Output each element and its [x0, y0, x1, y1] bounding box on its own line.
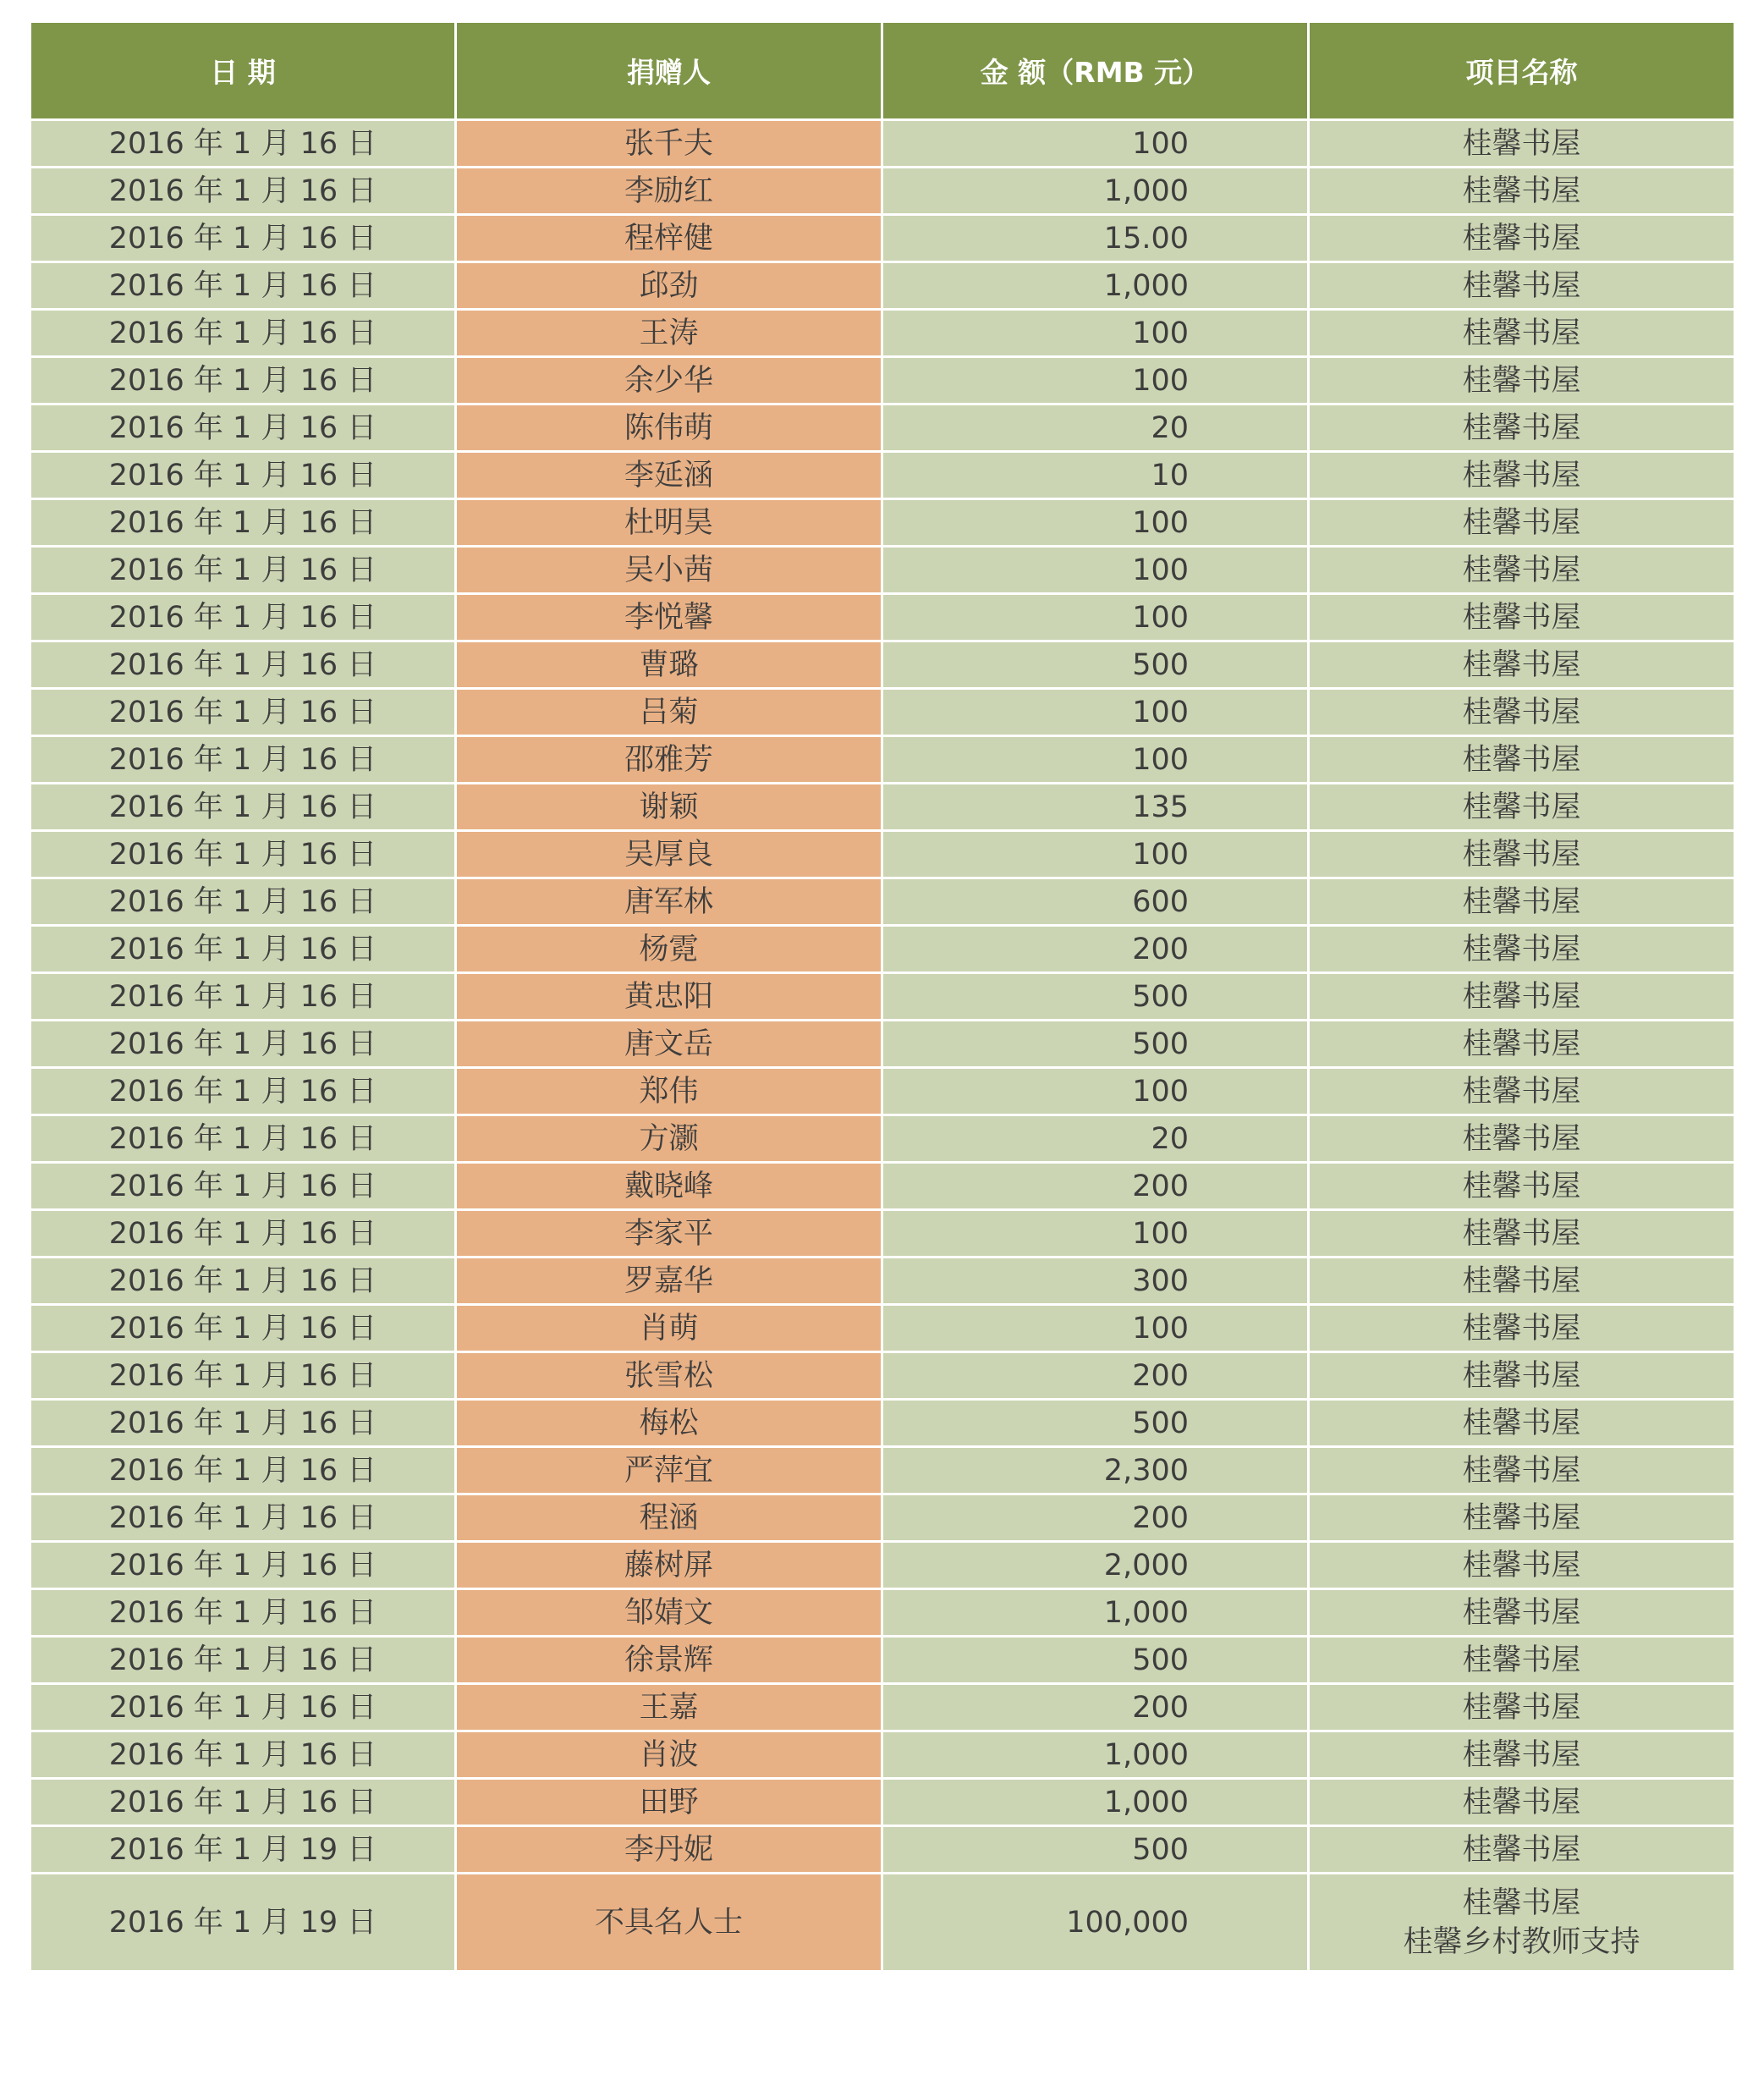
donor-cell: 李延涵: [456, 452, 882, 499]
header-donor: 捐赠人: [456, 22, 882, 120]
date-cell: 2016 年 1 月 19 日: [30, 1874, 456, 1972]
project-cell: 桂馨书屋: [1309, 262, 1735, 310]
amount-cell: 1,000: [882, 262, 1309, 310]
date-cell: 2016 年 1 月 16 日: [30, 1258, 456, 1305]
amount-cell: 200: [882, 1494, 1309, 1542]
table-body: [30, 120, 1735, 1972]
amount-cell: 200: [882, 926, 1309, 973]
date-cell: 2016 年 1 月 19 日: [30, 1826, 456, 1874]
project-cell: 桂馨书屋: [1309, 1589, 1735, 1637]
project-cell: 桂馨书屋: [1309, 1163, 1735, 1210]
date-cell: 2016 年 1 月 16 日: [30, 1779, 456, 1826]
table-row: [30, 1258, 1735, 1305]
date-cell: 2016 年 1 月 16 日: [30, 1210, 456, 1258]
donor-cell: 李悦馨: [456, 594, 882, 641]
donor-cell: 谢颖: [456, 784, 882, 831]
amount-cell: 100: [882, 357, 1309, 405]
amount-cell: 500: [882, 641, 1309, 689]
project-cell: 桂馨书屋: [1309, 784, 1735, 831]
amount-cell: 100: [882, 736, 1309, 784]
date-cell: 2016 年 1 月 16 日: [30, 784, 456, 831]
date-cell: 2016 年 1 月 16 日: [30, 1163, 456, 1210]
date-cell: 2016 年 1 月 16 日: [30, 1352, 456, 1400]
table-row: [30, 1352, 1735, 1400]
date-cell: 2016 年 1 月 16 日: [30, 499, 456, 547]
project-cell: 桂馨书屋: [1309, 405, 1735, 452]
amount-cell: 300: [882, 1258, 1309, 1305]
header-amount: 金 额（RMB 元）: [882, 22, 1309, 120]
project-line-1: 桂馨书屋: [1462, 1885, 1581, 1920]
amount-cell: 200: [882, 1684, 1309, 1731]
amount-cell: 1,000: [882, 1779, 1309, 1826]
table-row: [30, 310, 1735, 357]
table-row: [30, 689, 1735, 736]
date-cell: 2016 年 1 月 16 日: [30, 736, 456, 784]
table-row: [30, 215, 1735, 262]
table-row: [30, 973, 1735, 1021]
donor-cell: 肖萌: [456, 1305, 882, 1352]
date-cell: 2016 年 1 月 16 日: [30, 1115, 456, 1163]
donor-cell: 王涛: [456, 310, 882, 357]
table-row: [30, 926, 1735, 973]
donor-cell: 徐景辉: [456, 1637, 882, 1684]
table-header-row: [30, 22, 1735, 120]
amount-cell: 500: [882, 1637, 1309, 1684]
table-row: [30, 1731, 1735, 1779]
project-line-2: 桂馨乡村教师支持: [1403, 1924, 1640, 1959]
table-row: [30, 1779, 1735, 1826]
project-cell: 桂馨书屋: [1309, 452, 1735, 499]
donor-cell: 梅松: [456, 1400, 882, 1447]
amount-cell: 100: [882, 120, 1309, 168]
project-cell: 桂馨书屋: [1309, 215, 1735, 262]
donor-cell: 李励红: [456, 168, 882, 215]
table-row: [30, 452, 1735, 499]
project-cell: 桂馨书屋: [1309, 926, 1735, 973]
table-row: [30, 831, 1735, 878]
donor-cell: 吴厚良: [456, 831, 882, 878]
donor-cell: 邱劲: [456, 262, 882, 310]
date-cell: 2016 年 1 月 16 日: [30, 1494, 456, 1542]
table-row: [30, 1542, 1735, 1589]
amount-cell: 100: [882, 594, 1309, 641]
table-row: [30, 878, 1735, 926]
project-cell: 桂馨书屋: [1309, 499, 1735, 547]
project-cell: 桂馨书屋: [1309, 1258, 1735, 1305]
donor-cell: 唐文岳: [456, 1021, 882, 1068]
table-row: [30, 641, 1735, 689]
table-row: [30, 1068, 1735, 1115]
donor-cell: 程涵: [456, 1494, 882, 1542]
donor-cell: 吴小茜: [456, 547, 882, 594]
date-cell: 2016 年 1 月 16 日: [30, 1068, 456, 1115]
table-row: [30, 1589, 1735, 1637]
date-cell: 2016 年 1 月 16 日: [30, 1400, 456, 1447]
table-row: [30, 784, 1735, 831]
table-row: [30, 1684, 1735, 1731]
date-cell: 2016 年 1 月 16 日: [30, 547, 456, 594]
project-cell: 桂馨书屋: [1309, 736, 1735, 784]
project-cell: 桂馨书屋: [1309, 1305, 1735, 1352]
amount-cell: 100: [882, 831, 1309, 878]
amount-cell: 100: [882, 1068, 1309, 1115]
amount-cell: 100: [882, 689, 1309, 736]
amount-cell: 500: [882, 973, 1309, 1021]
amount-cell: 200: [882, 1163, 1309, 1210]
donor-cell: 余少华: [456, 357, 882, 405]
donor-cell: 王嘉: [456, 1684, 882, 1731]
donor-cell: 肖波: [456, 1731, 882, 1779]
donor-cell: 李家平: [456, 1210, 882, 1258]
project-cell: 桂馨书屋: [1309, 168, 1735, 215]
date-cell: 2016 年 1 月 16 日: [30, 831, 456, 878]
amount-cell: 100: [882, 499, 1309, 547]
date-cell: 2016 年 1 月 16 日: [30, 215, 456, 262]
table-row: [30, 1400, 1735, 1447]
date-cell: 2016 年 1 月 16 日: [30, 1731, 456, 1779]
header-date: 日 期: [30, 22, 456, 120]
project-cell: 桂馨书屋: [1309, 120, 1735, 168]
date-cell: 2016 年 1 月 16 日: [30, 641, 456, 689]
project-cell: 桂馨书屋: [1309, 594, 1735, 641]
table-row: [30, 168, 1735, 215]
date-cell: 2016 年 1 月 16 日: [30, 1305, 456, 1352]
date-cell: 2016 年 1 月 16 日: [30, 1684, 456, 1731]
date-cell: 2016 年 1 月 16 日: [30, 1637, 456, 1684]
project-cell: 桂馨书屋: [1309, 1068, 1735, 1115]
table-row: [30, 1826, 1735, 1874]
donor-cell: 罗嘉华: [456, 1258, 882, 1305]
project-cell: 桂馨书屋: [1309, 689, 1735, 736]
donor-cell: 郑伟: [456, 1068, 882, 1115]
donor-cell: 严萍宜: [456, 1447, 882, 1494]
project-cell: 桂馨书屋: [1309, 1115, 1735, 1163]
table-row: [30, 1210, 1735, 1258]
date-cell: 2016 年 1 月 16 日: [30, 1589, 456, 1637]
amount-cell: 100,000: [882, 1874, 1309, 1972]
project-cell: 桂馨书屋: [1309, 1400, 1735, 1447]
donor-cell: 唐军林: [456, 878, 882, 926]
date-cell: 2016 年 1 月 16 日: [30, 452, 456, 499]
date-cell: 2016 年 1 月 16 日: [30, 878, 456, 926]
donor-cell: 程梓健: [456, 215, 882, 262]
project-cell: 桂馨书屋: [1309, 1447, 1735, 1494]
table-row-last: [30, 1874, 1735, 1972]
project-cell: 桂馨书屋: [1309, 1637, 1735, 1684]
donor-cell: 吕菊: [456, 689, 882, 736]
donor-cell: 张雪松: [456, 1352, 882, 1400]
table-row: [30, 547, 1735, 594]
amount-cell: 200: [882, 1352, 1309, 1400]
date-cell: 2016 年 1 月 16 日: [30, 168, 456, 215]
amount-cell: 500: [882, 1021, 1309, 1068]
donor-cell: 不具名人士: [456, 1874, 882, 1972]
date-cell: 2016 年 1 月 16 日: [30, 1021, 456, 1068]
project-cell: 桂馨书屋: [1309, 878, 1735, 926]
project-cell: 桂馨书屋: [1309, 1021, 1735, 1068]
project-cell: 桂馨书屋: [1309, 1542, 1735, 1589]
date-cell: 2016 年 1 月 16 日: [30, 1447, 456, 1494]
donor-cell: 黄忠阳: [456, 973, 882, 1021]
date-cell: 2016 年 1 月 16 日: [30, 973, 456, 1021]
table-row: [30, 262, 1735, 310]
donor-cell: 杜明昊: [456, 499, 882, 547]
amount-cell: 100: [882, 547, 1309, 594]
project-cell: 桂馨书屋: [1309, 357, 1735, 405]
amount-cell: 2,300: [882, 1447, 1309, 1494]
date-cell: 2016 年 1 月 16 日: [30, 310, 456, 357]
table-row: [30, 1305, 1735, 1352]
donor-cell: 张千夫: [456, 120, 882, 168]
donor-cell: 邵雅芳: [456, 736, 882, 784]
donor-cell: 戴晓峰: [456, 1163, 882, 1210]
project-cell: 桂馨书屋: [1309, 1352, 1735, 1400]
amount-cell: 500: [882, 1400, 1309, 1447]
project-cell: 桂馨书屋: [1309, 1779, 1735, 1826]
table-row: [30, 1021, 1735, 1068]
table-row: [30, 120, 1735, 168]
amount-cell: 600: [882, 878, 1309, 926]
date-cell: 2016 年 1 月 16 日: [30, 120, 456, 168]
donor-cell: 邹婧文: [456, 1589, 882, 1637]
table-row: [30, 499, 1735, 547]
date-cell: 2016 年 1 月 16 日: [30, 926, 456, 973]
table-row: [30, 594, 1735, 641]
project-cell: 桂馨书屋: [1309, 831, 1735, 878]
amount-cell: 1,000: [882, 1589, 1309, 1637]
donation-table: [29, 20, 1736, 1973]
amount-cell: 20: [882, 1115, 1309, 1163]
table-row: [30, 405, 1735, 452]
table-row: [30, 736, 1735, 784]
date-cell: 2016 年 1 月 16 日: [30, 405, 456, 452]
donor-cell: 曹璐: [456, 641, 882, 689]
amount-cell: 100: [882, 1210, 1309, 1258]
table-row: [30, 1163, 1735, 1210]
header-project: 项目名称: [1309, 22, 1735, 120]
donor-cell: 杨霓: [456, 926, 882, 973]
amount-cell: 500: [882, 1826, 1309, 1874]
amount-cell: 10: [882, 452, 1309, 499]
date-cell: 2016 年 1 月 16 日: [30, 357, 456, 405]
table-row: [30, 1447, 1735, 1494]
table-row: [30, 1494, 1735, 1542]
date-cell: 2016 年 1 月 16 日: [30, 262, 456, 310]
amount-cell: 1,000: [882, 1731, 1309, 1779]
project-cell: 桂馨书屋: [1309, 973, 1735, 1021]
donor-cell: 藤树屏: [456, 1542, 882, 1589]
amount-cell: 1,000: [882, 168, 1309, 215]
amount-cell: 100: [882, 310, 1309, 357]
donor-cell: 田野: [456, 1779, 882, 1826]
amount-cell: 2,000: [882, 1542, 1309, 1589]
donor-cell: 方灏: [456, 1115, 882, 1163]
donor-cell: 陈伟萌: [456, 405, 882, 452]
project-cell: [1309, 1874, 1735, 1972]
date-cell: 2016 年 1 月 16 日: [30, 1542, 456, 1589]
project-cell: 桂馨书屋: [1309, 1494, 1735, 1542]
project-cell: 桂馨书屋: [1309, 310, 1735, 357]
table-row: [30, 1115, 1735, 1163]
amount-cell: 100: [882, 1305, 1309, 1352]
project-cell: 桂馨书屋: [1309, 1210, 1735, 1258]
project-cell: 桂馨书屋: [1309, 547, 1735, 594]
date-cell: 2016 年 1 月 16 日: [30, 689, 456, 736]
amount-cell: 20: [882, 405, 1309, 452]
donor-cell: 李丹妮: [456, 1826, 882, 1874]
table-row: [30, 1637, 1735, 1684]
date-cell: 2016 年 1 月 16 日: [30, 594, 456, 641]
project-cell: 桂馨书屋: [1309, 1731, 1735, 1779]
amount-cell: 15.00: [882, 215, 1309, 262]
table-row: [30, 357, 1735, 405]
project-cell: 桂馨书屋: [1309, 1826, 1735, 1874]
project-cell: 桂馨书屋: [1309, 641, 1735, 689]
amount-cell: 135: [882, 784, 1309, 831]
project-cell: 桂馨书屋: [1309, 1684, 1735, 1731]
